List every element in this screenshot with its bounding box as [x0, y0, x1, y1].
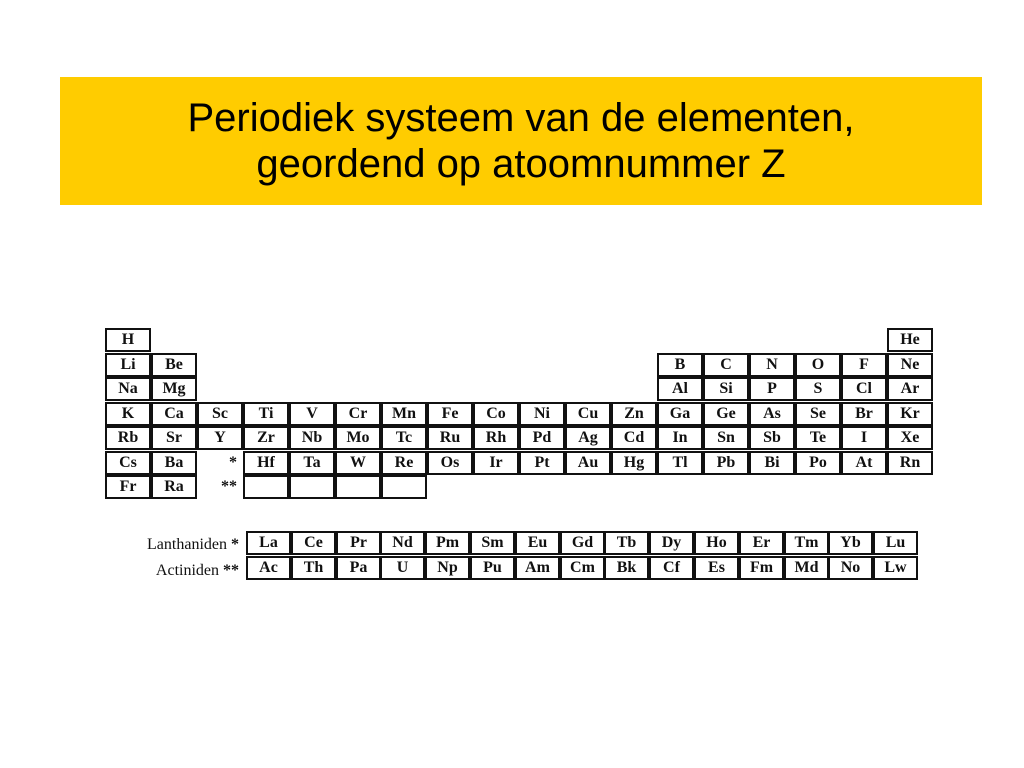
element-ni: Ni — [519, 402, 565, 426]
element-sn: Sn — [703, 426, 749, 450]
element-cr: Cr — [335, 402, 381, 426]
actinides-marker: ** — [223, 562, 239, 579]
element-la: La — [246, 531, 291, 555]
element-ru: Ru — [427, 426, 473, 450]
empty-cell — [381, 475, 427, 499]
element-co: Co — [473, 402, 519, 426]
element-b: B — [657, 353, 703, 377]
element-at: At — [841, 451, 887, 475]
element-po: Po — [795, 451, 841, 475]
element-sm: Sm — [470, 531, 515, 555]
page-title-line-2: geordend op atoomnummer Z — [256, 142, 786, 186]
empty-cell — [243, 475, 289, 499]
element-k: K — [105, 402, 151, 426]
element-hg: Hg — [611, 451, 657, 475]
element-u: U — [380, 556, 425, 580]
element-ne: Ne — [887, 353, 933, 377]
element-tl: Tl — [657, 451, 703, 475]
element-xe: Xe — [887, 426, 933, 450]
element-nd: Nd — [380, 531, 425, 555]
element-md: Md — [784, 556, 829, 580]
page-title-line-1: Periodiek systeem van de elementen, — [187, 96, 855, 140]
element-th: Th — [291, 556, 336, 580]
element-pd: Pd — [519, 426, 565, 450]
element-n: N — [749, 353, 795, 377]
element-ta: Ta — [289, 451, 335, 475]
element-rn: Rn — [887, 451, 933, 475]
element-ce: Ce — [291, 531, 336, 555]
empty-cell — [289, 475, 335, 499]
element-yb: Yb — [828, 531, 873, 555]
element-cd: Cd — [611, 426, 657, 450]
element-os: Os — [427, 451, 473, 475]
element-lw: Lw — [873, 556, 918, 580]
element-na: Na — [105, 377, 151, 401]
element-am: Am — [515, 556, 560, 580]
series-marker: * — [229, 454, 237, 471]
element-tb: Tb — [604, 531, 649, 555]
lanthanides-marker: * — [231, 536, 239, 553]
element-ra: Ra — [151, 475, 197, 499]
element-cl: Cl — [841, 377, 887, 401]
element-in: In — [657, 426, 703, 450]
element-o: O — [795, 353, 841, 377]
element-al: Al — [657, 377, 703, 401]
element-c: C — [703, 353, 749, 377]
element-fm: Fm — [739, 556, 784, 580]
element-he: He — [887, 328, 933, 352]
element-pt: Pt — [519, 451, 565, 475]
element-nb: Nb — [289, 426, 335, 450]
element-zr: Zr — [243, 426, 289, 450]
element-zn: Zn — [611, 402, 657, 426]
element-lu: Lu — [873, 531, 918, 555]
element-se: Se — [795, 402, 841, 426]
element-mo: Mo — [335, 426, 381, 450]
element-ge: Ge — [703, 402, 749, 426]
element-rb: Rb — [105, 426, 151, 450]
element-es: Es — [694, 556, 739, 580]
element-li: Li — [105, 353, 151, 377]
element-kr: Kr — [887, 402, 933, 426]
element-s: S — [795, 377, 841, 401]
element-as: As — [749, 402, 795, 426]
element-cu: Cu — [565, 402, 611, 426]
element-pa: Pa — [336, 556, 381, 580]
series-marker: ** — [221, 478, 237, 495]
element-ti: Ti — [243, 402, 289, 426]
element-gd: Gd — [560, 531, 605, 555]
element-y: Y — [197, 426, 243, 450]
element-rh: Rh — [473, 426, 519, 450]
element-f: F — [841, 353, 887, 377]
element-br: Br — [841, 402, 887, 426]
element-tm: Tm — [784, 531, 829, 555]
element-bi: Bi — [749, 451, 795, 475]
element-ca: Ca — [151, 402, 197, 426]
element-er: Er — [739, 531, 784, 555]
element-te: Te — [795, 426, 841, 450]
empty-cell — [335, 475, 381, 499]
element-tc: Tc — [381, 426, 427, 450]
element-v: V — [289, 402, 335, 426]
element-pu: Pu — [470, 556, 515, 580]
element-au: Au — [565, 451, 611, 475]
element-no: No — [828, 556, 873, 580]
element-ba: Ba — [151, 451, 197, 475]
element-p: P — [749, 377, 795, 401]
element-pm: Pm — [425, 531, 470, 555]
element-sc: Sc — [197, 402, 243, 426]
element-pr: Pr — [336, 531, 381, 555]
element-mn: Mn — [381, 402, 427, 426]
element-ac: Ac — [246, 556, 291, 580]
element-ir: Ir — [473, 451, 519, 475]
element-ag: Ag — [565, 426, 611, 450]
element-cs: Cs — [105, 451, 151, 475]
element-si: Si — [703, 377, 749, 401]
element-bk: Bk — [604, 556, 649, 580]
element-sr: Sr — [151, 426, 197, 450]
element-sb: Sb — [749, 426, 795, 450]
element-fe: Fe — [427, 402, 473, 426]
element-eu: Eu — [515, 531, 560, 555]
element-ho: Ho — [694, 531, 739, 555]
element-np: Np — [425, 556, 470, 580]
lanthanides-label-text: Lanthaniden — [147, 536, 227, 553]
element-i: I — [841, 426, 887, 450]
element-cf: Cf — [649, 556, 694, 580]
element-h: H — [105, 328, 151, 352]
element-ga: Ga — [657, 402, 703, 426]
element-w: W — [335, 451, 381, 475]
element-ar: Ar — [887, 377, 933, 401]
element-be: Be — [151, 353, 197, 377]
actinides-label-text: Actiniden — [155, 562, 219, 579]
element-hf: Hf — [243, 451, 289, 475]
lanthanides-label — [147, 536, 239, 554]
element-fr: Fr — [105, 475, 151, 499]
element-dy: Dy — [649, 531, 694, 555]
element-pb: Pb — [703, 451, 749, 475]
element-cm: Cm — [560, 556, 605, 580]
element-re: Re — [381, 451, 427, 475]
actinides-label — [156, 562, 239, 580]
element-mg: Mg — [151, 377, 197, 401]
